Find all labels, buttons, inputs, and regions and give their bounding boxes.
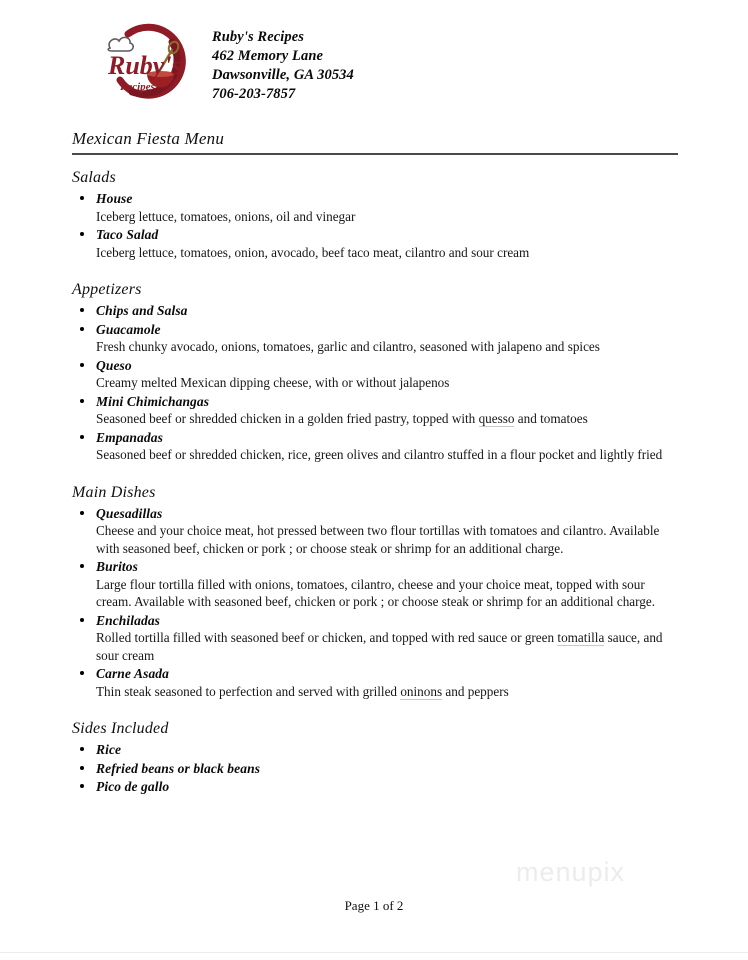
menu-item bbox=[72, 357, 672, 392]
svg-text:Ruby's: Ruby's bbox=[108, 51, 182, 80]
menu-item-list bbox=[72, 302, 672, 464]
menu-body bbox=[72, 168, 672, 797]
menu-item bbox=[72, 558, 672, 611]
menu-item-list bbox=[72, 741, 672, 797]
menu-item-name: Guacamole bbox=[96, 321, 161, 337]
bullet-icon bbox=[80, 232, 84, 236]
menu-item-name: Mini Chimichangas bbox=[96, 393, 210, 409]
menu-item-list bbox=[72, 505, 672, 701]
menu-item bbox=[72, 302, 672, 320]
menu-item-list bbox=[72, 190, 672, 261]
menu-section bbox=[72, 719, 672, 797]
bullet-icon bbox=[80, 363, 84, 367]
description-text: Thin steak seasoned to perfection and served with grilled bbox=[96, 683, 401, 699]
section-title: Sides Included bbox=[72, 720, 169, 737]
bullet-icon bbox=[80, 308, 84, 312]
menu-section bbox=[72, 483, 672, 701]
company-info-block bbox=[212, 28, 354, 104]
company-address-line1: 462 Memory Lane bbox=[212, 48, 324, 64]
rubys-recipes-logo bbox=[98, 22, 192, 106]
page-number: Page 1 of 2 bbox=[344, 898, 404, 913]
bullet-icon bbox=[80, 618, 84, 622]
bullet-icon bbox=[80, 511, 84, 515]
bullet-icon bbox=[80, 435, 84, 439]
menu-item-description: Creamy melted Mexican dipping cheese, with or without jalapenos bbox=[96, 375, 450, 390]
menu-item-description bbox=[96, 410, 672, 428]
menu-item-description: Iceberg lettuce, tomatoes, onion, avocado, beef taco meat, cilantro and sour cream bbox=[96, 244, 530, 260]
menu-item-name: Empanadas bbox=[96, 429, 163, 445]
company-address-line2: Dawsonville, GA 30534 bbox=[212, 67, 354, 83]
letterhead bbox=[0, 0, 748, 122]
menu-item-name: Carne Asada bbox=[96, 666, 169, 681]
company-phone: 706-203-7857 bbox=[212, 86, 296, 102]
menu-item bbox=[72, 741, 672, 760]
menu-item bbox=[72, 429, 672, 464]
section-title: Main Dishes bbox=[72, 483, 156, 501]
menu-item bbox=[72, 778, 672, 797]
bullet-icon bbox=[80, 564, 84, 568]
menu-item-name: Taco Salad bbox=[96, 227, 159, 242]
description-text: and tomatoes bbox=[514, 411, 588, 426]
menu-item-name: Queso bbox=[96, 357, 132, 373]
page-bottom-divider bbox=[0, 952, 748, 953]
bullet-icon bbox=[80, 671, 84, 675]
menu-item-name: Rice bbox=[96, 742, 122, 757]
spellcheck-marked-word: tomatilla bbox=[557, 630, 605, 645]
bullet-icon bbox=[80, 766, 84, 770]
menu-section bbox=[72, 280, 672, 464]
logo-graphic bbox=[98, 22, 192, 106]
menu-item bbox=[72, 190, 672, 225]
description-text: Seasoned beef or shredded chicken in a golden fried pastry, topped with bbox=[96, 411, 479, 426]
menu-item-name: Enchiladas bbox=[96, 612, 161, 628]
menu-title-block bbox=[72, 128, 678, 155]
svg-text:Recipes: Recipes bbox=[120, 81, 155, 93]
menu-item bbox=[72, 665, 672, 700]
title-divider bbox=[72, 153, 678, 155]
menu-item-description bbox=[96, 629, 672, 664]
menu-item-name: Chips and Salsa bbox=[96, 303, 188, 318]
menu-item bbox=[72, 226, 672, 261]
page-title: Mexican Fiesta Menu bbox=[72, 129, 225, 148]
description-text: and peppers bbox=[442, 683, 509, 699]
menu-section bbox=[72, 168, 672, 261]
menu-item-name: House bbox=[96, 191, 133, 206]
menu-item-name: Refried beans or black beans bbox=[96, 760, 261, 776]
menu-item-description: Cheese and your choice meat, hot pressed between two flour tortillas with tomatoes and cilantro. Available with seasoned beef, chicken or pork ; or choose steak or shrimp for an additional charge. bbox=[96, 523, 660, 556]
menu-item-description: Seasoned beef or shredded chicken, rice, green olives and cilantro stuffed in a flour pocket and lightly fried bbox=[96, 447, 663, 462]
menu-item bbox=[72, 321, 672, 356]
menu-item-description: Iceberg lettuce, tomatoes, onions, oil and vinegar bbox=[96, 208, 356, 224]
bullet-icon bbox=[80, 784, 84, 788]
bullet-icon bbox=[80, 196, 84, 200]
menu-item bbox=[72, 760, 672, 779]
menu-item-description: Fresh chunky avocado, onions, tomatoes, garlic and cilantro, seasoned with jalapeno and spices bbox=[96, 339, 600, 354]
description-text: Rolled tortilla filled with seasoned beef or chicken, and topped with red sauce or green bbox=[96, 630, 558, 645]
spellcheck-marked-word: quesso bbox=[478, 411, 515, 426]
menu-item bbox=[72, 612, 672, 665]
bullet-icon bbox=[80, 747, 84, 751]
spellcheck-marked-word: oninons bbox=[400, 683, 443, 699]
section-title: Appetizers bbox=[72, 281, 142, 298]
bullet-icon bbox=[80, 399, 84, 403]
menu-item-description: Large flour tortilla filled with onions, tomatoes, cilantro, cheese and your choice meat, topped with sour cream. Available with seasoned beef, chicken or pork ; or choose steak or shrimp for an additional charge. bbox=[96, 576, 656, 609]
menu-item-name: Quesadillas bbox=[96, 505, 163, 521]
menu-item bbox=[72, 393, 672, 428]
company-name: Ruby's Recipes bbox=[212, 29, 305, 45]
section-title: Salads bbox=[72, 169, 116, 186]
bullet-icon bbox=[80, 327, 84, 331]
menupix-watermark: menupix bbox=[516, 857, 626, 887]
menu-item-name: Buritos bbox=[96, 559, 138, 574]
menu-item-description bbox=[96, 683, 672, 701]
description-text: sauce, and sour cream bbox=[96, 630, 663, 663]
menu-item bbox=[72, 505, 672, 558]
menu-item-name: Pico de gallo bbox=[96, 779, 170, 794]
